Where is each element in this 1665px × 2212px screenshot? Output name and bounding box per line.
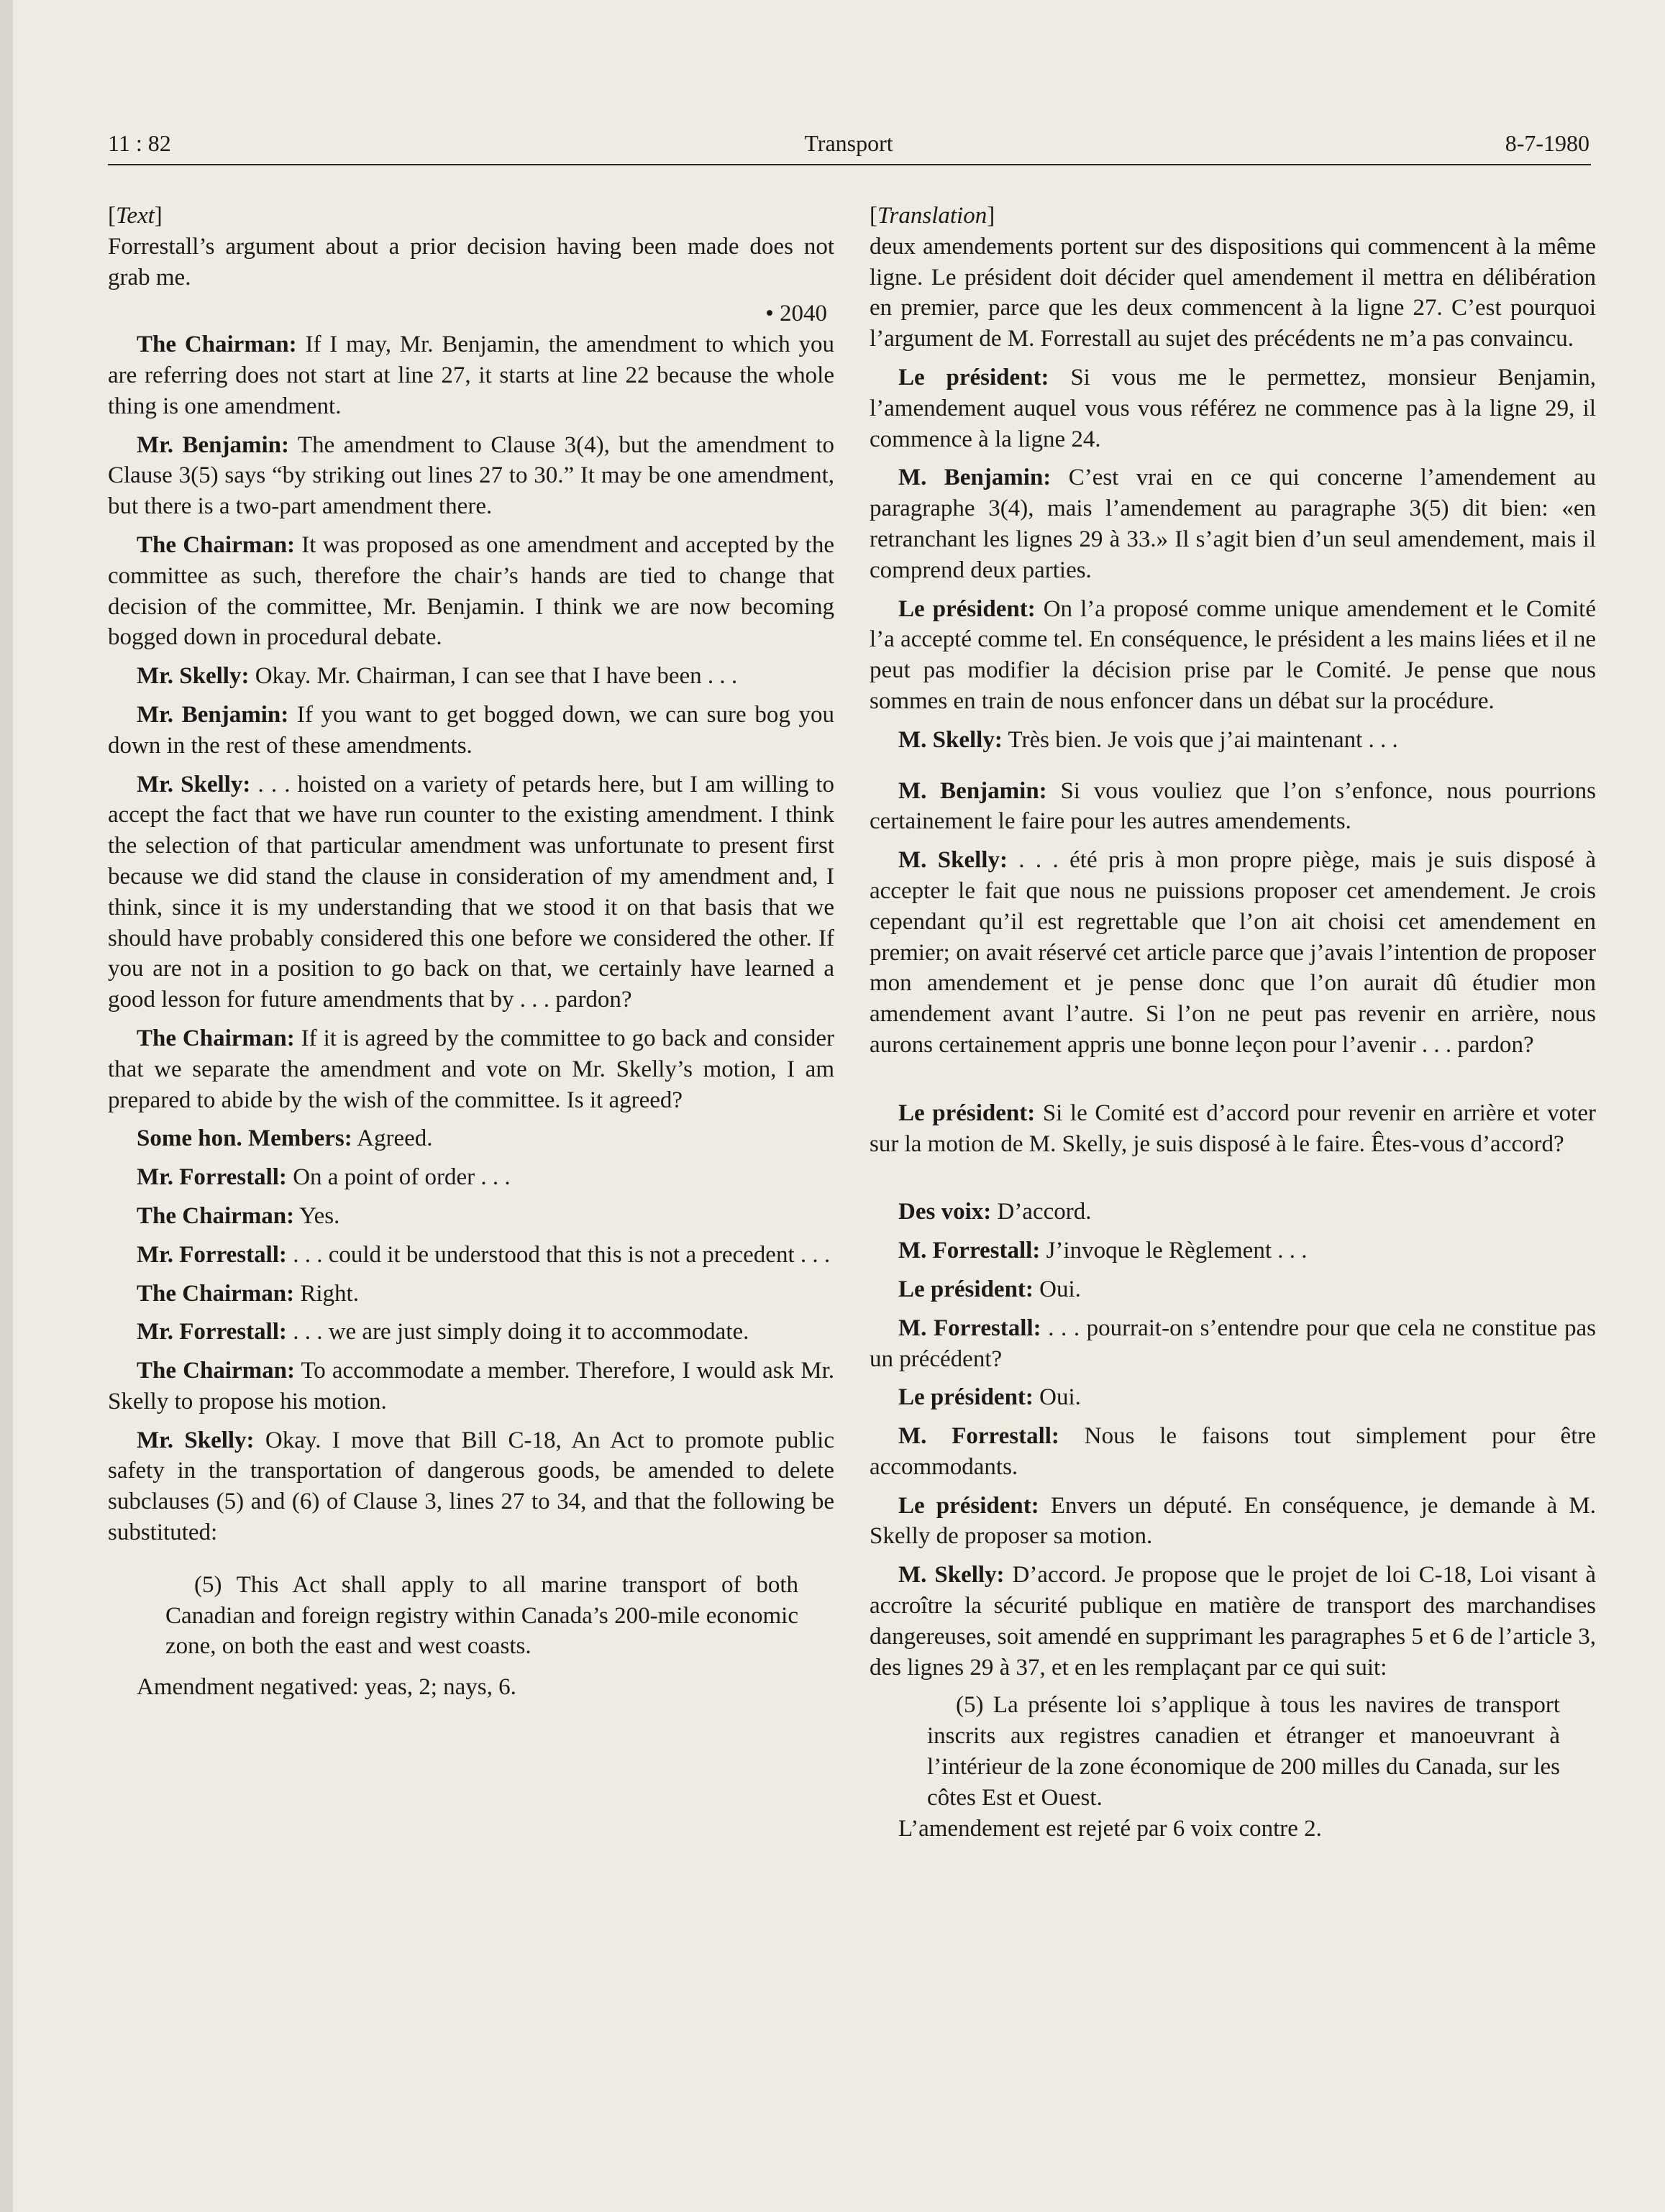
translation-tag: [Translation]: [870, 203, 995, 229]
speech-text: . . . could it be understood that this is not a precedent . . .: [286, 1241, 831, 1268]
speech-text: Yes.: [294, 1202, 340, 1229]
speaker-name: Some hon. Members:: [137, 1125, 352, 1152]
speech-paragraph: [870, 1382, 1596, 1413]
speech-paragraph: [108, 661, 834, 692]
speaker-name: Mr. Forrestall:: [137, 1241, 287, 1268]
speaker-name: M. Benjamin:: [898, 777, 1047, 804]
speaker-name: Le président:: [898, 1276, 1034, 1302]
speech-paragraph: [870, 1560, 1596, 1683]
speech-paragraph: [108, 1240, 834, 1271]
speech-paragraph: [870, 845, 1596, 1061]
speech-paragraph: [108, 1317, 834, 1348]
speech-text: Agreed.: [352, 1125, 433, 1152]
speech-text: . . . we are just simply doing it to accommodate.: [286, 1319, 749, 1345]
speech-paragraph: [108, 1425, 834, 1548]
speech-text: . . . été pris à mon propre piège, mais je suis disposé à accepter le fait que nous ne puissions proposer cet amendement. Je crois cependant qu’il est regrettable que l’on ait choisi cet amendement en premier; on avait réservé cet article parce que j’avais l’intention de proposer mon amendement et je pense donc que l’on aurait dû étudier mon amendement avant l’autre. Si l’on ne peut pas revenir en arrière, nous aurons certainement appris une bonne leçon pour l’avenir . . . pardon?: [870, 847, 1596, 1058]
speech-paragraph: [870, 462, 1596, 585]
speech-text: If you want to get bogged down, we can sure bog you down in the rest of these amendments.: [108, 701, 834, 759]
speaker-name: M. Benjamin:: [898, 465, 1052, 491]
speech-text: If I may, Mr. Benjamin, the amendment to which you are referring does not start at line 27, it starts at line 22 because the whole thing is one amendment.: [108, 332, 834, 419]
speech-text: If it is agreed by the committee to go back and consider that we separate the amendment and vote on Mr. Skelly’s motion, I am prepared to abide by the wish of the committee. Is it agreed?: [108, 1025, 834, 1113]
speech-paragraph: [108, 530, 834, 653]
speech-text: . . . hoisted on a variety of petards here, but I am willing to accept the fact that we have run counter to the existing amendment. I think the selection of that particular amendment was unfortunate to present first because we did stand the clause in consideration of my amendment and, I think, since it is my understanding that we stood it on that basis that we should have probably considered this one before we considered the other. If you are not in a position to go back on that, we certainly have learned a good lesson for future amendments that by . . . pardon?: [108, 771, 834, 1013]
speech-paragraph: [108, 430, 834, 522]
speech-text: Okay. I move that Bill C-18, An Act to promote public safety in the transportation of dangerous goods, be amended to delete subclauses (5) and (6) of Clause 3, lines 27 to 34, and that the following be substituted:: [108, 1427, 834, 1546]
speaker-name: Le président:: [898, 595, 1036, 622]
speech-text: Oui.: [1033, 1384, 1081, 1411]
speech-text: It was proposed as one amendment and accepted by the committee as such, therefore the chair’s hands are tied to change that decision of the committee, Mr. Benjamin. I think we are now becoming bogged down in procedural debate.: [108, 531, 834, 651]
speaker-name: Mr. Skelly:: [137, 771, 251, 797]
speech-paragraph: [870, 1421, 1596, 1483]
speech-text: Très bien. Je vois que j’ai maintenant . . .: [1002, 726, 1398, 753]
speech-paragraph: [870, 594, 1596, 717]
speaker-name: M. Forrestall:: [898, 1238, 1041, 1264]
speech-text: D’accord. Je propose que le projet de loi C-18, Loi visant à accroître la sécurité publique en matière de transport des marchandises dangereuses, soit amendé en supprimant les paragraphes 5 et 6 de l’article 3, des lignes 29 à 37, et en les remplaçant par ce qui suit:: [870, 1562, 1597, 1681]
speech-paragraph: [108, 769, 834, 1015]
speech-paragraph: [870, 1098, 1596, 1160]
french-column: [870, 201, 1596, 1844]
speech-text: On l’a proposé comme unique amendement et le Comité l’a accepté comme tel. En conséquence, le président a les mains liées et il ne peut pas modifier la décision prise par le Comité. Je pense que nous sommes en train de nous enfoncer dans un débat sur la procédure.: [870, 595, 1596, 714]
speaker-name: Le président:: [898, 1492, 1039, 1519]
speaker-name: M. Skelly:: [898, 847, 1008, 874]
header-rule: [108, 164, 1591, 165]
page-header: [108, 127, 1589, 160]
speaker-name: The Chairman:: [137, 1202, 295, 1229]
speech-paragraph: [108, 329, 834, 421]
page-number: 11 : 82: [108, 130, 171, 156]
speech-text: C’est vrai en ce qui concerne l’amendement au paragraphe 3(4), mais l’amendement au paragraphe 3(5) dit bien: «en retranchant les lignes 29 à 33.» Il s’agit bien d’un seul amendement, mais il comprend deux parties.: [870, 465, 1596, 583]
opening-paragraph: deux amendements portent sur des dispositions qui commencent à la même ligne. Le président doit décider quel amendement il mettra en délibération en premier, parce que les deux commencent à la ligne 27. C’est pourquoi l’argument de M. Forrestall au sujet des précédents ne m’a pas convaincu.: [870, 233, 1596, 352]
speaker-name: Le président:: [898, 1384, 1034, 1411]
speech-text: To accommodate a member. Therefore, I would ask Mr. Skelly to propose his motion.: [108, 1358, 835, 1415]
page-title: Transport: [804, 130, 893, 156]
speech-paragraph: [108, 1123, 834, 1154]
speech-paragraph: [870, 1235, 1596, 1266]
speech-text: On a point of order . . .: [286, 1164, 511, 1191]
speech-text: The amendment to Clause 3(4), but the amendment to Clause 3(5) says “by striking out lines 27 to 30.” It may be one amendment, but there is a two-part amendment there.: [108, 431, 835, 520]
speech-paragraph: [108, 1356, 834, 1417]
speaker-name: Mr. Skelly:: [137, 1427, 255, 1453]
speaker-name: Le président:: [898, 364, 1049, 390]
speech-paragraph: [870, 362, 1596, 454]
page-date: 8-7-1980: [1505, 130, 1589, 156]
speech-paragraph: [870, 1197, 1596, 1228]
speech-text: Si vous vouliez que l’on s’enfonce, nous pourrions certainement le faire pour les autres amendements.: [870, 777, 1596, 835]
speech-paragraph: [870, 1274, 1596, 1305]
speaker-name: Mr. Benjamin:: [137, 701, 289, 728]
scan-gutter: [0, 0, 13, 2212]
speaker-name: The Chairman:: [137, 1025, 295, 1051]
english-column: [108, 201, 834, 1703]
speech-paragraph: [108, 1201, 834, 1232]
speaker-name: M. Forrestall:: [898, 1315, 1041, 1341]
speaker-name: M. Skelly:: [898, 1562, 1005, 1589]
speaker-name: The Chairman:: [137, 1280, 295, 1307]
speech-text: Envers un député. En conséquence, je demande à M. Skelly de proposer sa motion.: [870, 1492, 1596, 1550]
speech-paragraph: [108, 700, 834, 762]
speech-text: Right.: [294, 1280, 359, 1307]
speech-paragraph: [108, 1162, 834, 1193]
speaker-name: Mr. Benjamin:: [137, 431, 290, 458]
speech-paragraph: [870, 1491, 1596, 1553]
speech-paragraph: [870, 725, 1596, 756]
speaker-name: The Chairman:: [137, 1358, 295, 1384]
speech-text: . . . pourrait-on s’entendre pour que cela ne constitue pas un précédent?: [870, 1315, 1596, 1372]
opening-paragraph: Forrestall’s argument about a prior decision having been made does not grab me.: [108, 233, 834, 291]
amendment-quote: (5) This Act shall apply to all marine transport of both Canadian and foreign registry within Canada’s 200-mile economic zone, on both the east and west coasts.: [165, 1571, 798, 1660]
speech-text: Si vous me le permettez, monsieur Benjamin, l’amendement auquel vous vous référez ne commence pas à la ligne 29, il commence à la ligne 24.: [870, 364, 1596, 452]
speaker-name: The Chairman:: [137, 531, 296, 558]
speech-paragraph: [108, 1023, 834, 1115]
speaker-name: Mr. Forrestall:: [137, 1319, 287, 1345]
speech-paragraph: [870, 1313, 1596, 1375]
time-marker: • 2040: [765, 301, 827, 327]
speaker-name: Le président:: [898, 1100, 1036, 1126]
speaker-name: Mr. Forrestall:: [137, 1164, 287, 1191]
speech-paragraph: [108, 1279, 834, 1310]
speech-text: Nous le faisons tout simplement pour être accommodants.: [870, 1423, 1596, 1480]
speaker-name: M. Forrestall:: [898, 1423, 1059, 1450]
closing-line: Amendment negatived: yeas, 2; nays, 6.: [137, 1674, 516, 1701]
speech-paragraph: [870, 776, 1596, 838]
speaker-name: M. Skelly:: [898, 726, 1003, 753]
speech-text: J’invoque le Règlement . . .: [1040, 1238, 1308, 1264]
speech-text: Okay. Mr. Chairman, I can see that I have been . . .: [249, 663, 738, 690]
speech-text: Si le Comité est d’accord pour revenir en arrière et voter sur la motion de M. Skelly, je suis disposé à le faire. Êtes-vous d’accord?: [870, 1100, 1596, 1157]
speech-text: Oui.: [1033, 1276, 1081, 1302]
speaker-name: Des voix:: [898, 1199, 992, 1225]
text-tag: [Text]: [108, 203, 163, 229]
speaker-name: The Chairman:: [137, 332, 297, 358]
speech-text: D’accord.: [991, 1199, 1092, 1225]
amendment-quote: (5) La présente loi s’applique à tous les navires de transport inscrits aux registres canadien et étranger et manoeuvrant à l’intérieur de la zone économique de 200 milles du Canada, sur les côtes Est et Ouest.: [927, 1692, 1560, 1811]
speaker-name: Mr. Skelly:: [137, 663, 250, 690]
closing-line: L’amendement est rejeté par 6 voix contre 2.: [898, 1815, 1322, 1842]
